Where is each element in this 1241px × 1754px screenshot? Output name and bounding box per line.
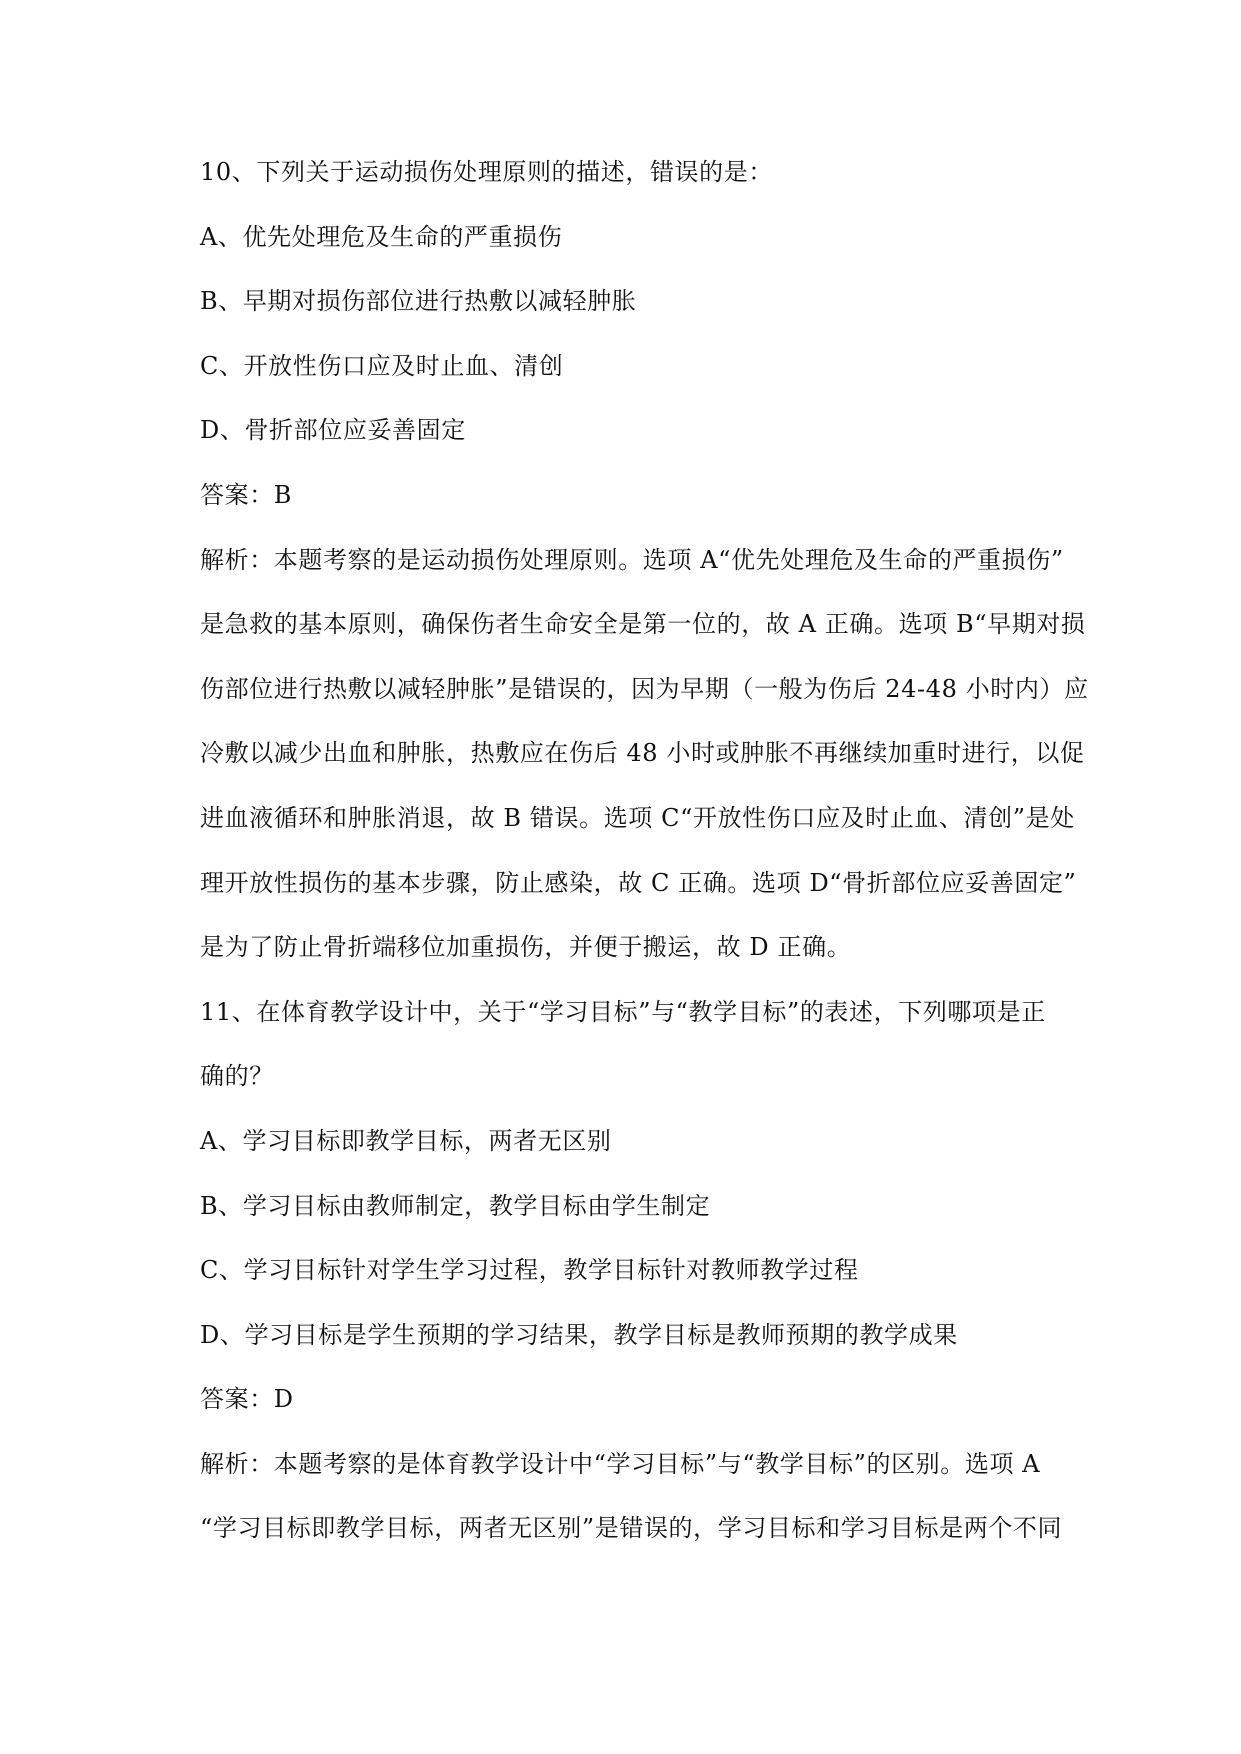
- question-10-analysis-line: 理开放性损伤的基本步骤，防止感染，故 C 正确。选项 D“骨折部位应妥善固定”: [200, 868, 1077, 897]
- question-10-analysis-line: 伤部位进行热敷以减轻肿胀”是错误的，因为早期（一般为伤后 24-48 小时内）应: [200, 674, 1089, 703]
- question-10-option-a: A、优先处理危及生命的严重损伤: [200, 222, 563, 251]
- question-11-option-d: D、学习目标是学生预期的学习结果，教学目标是教师预期的教学成果: [200, 1320, 958, 1349]
- question-11-stem: 确的？: [200, 1062, 274, 1091]
- question-10-stem: 10、下列关于运动损伤处理原则的描述，错误的是：: [200, 158, 773, 186]
- question-10-answer: 答案：B: [200, 480, 293, 509]
- question-10-analysis-line: 进血液循环和肿胀消退，故 B 错误。选项 C“开放性伤口应及时止血、清创”是处: [200, 803, 1075, 832]
- question-10-analysis-line: 冷敷以减少出血和肿胀，热敷应在伤后 48 小时或肿胀不再继续加重时进行，以促: [200, 739, 1085, 768]
- page-content: [200, 140, 1105, 1561]
- question-11-stem: 11、在体育教学设计中，关于“学习目标”与“教学目标”的表述，下列哪项是正: [200, 997, 1046, 1026]
- question-11-analysis-line: 解析：本题考察的是体育教学设计中“学习目标”与“教学目标”的区别。选项 A: [200, 1449, 1041, 1478]
- question-10-option-c: C、开放性伤口应及时止血、清创: [200, 351, 564, 380]
- question-10-analysis-line: 是急救的基本原则，确保伤者生命安全是第一位的，故 A 正确。选项 B“早期对损: [200, 610, 1086, 639]
- question-11-answer: 答案：D: [200, 1385, 294, 1414]
- question-10-analysis-line: 解析：本题考察的是运动损伤处理原则。选项 A“优先处理危及生命的严重损伤”: [200, 545, 1064, 574]
- question-11-option-b: B、学习目标由教师制定，教学目标由学生制定: [200, 1191, 711, 1220]
- question-10-option-d: D、骨折部位应妥善固定: [200, 416, 466, 445]
- question-11-analysis-line: “学习目标即教学目标，两者无区别”是错误的，学习目标和学习目标是两个不同: [200, 1514, 1063, 1543]
- question-11-option-c: C、学习目标针对学生学习过程，教学目标针对教师教学过程: [200, 1256, 859, 1285]
- question-10-option-b: B、早期对损伤部位进行热敷以减轻肿胀: [200, 287, 637, 316]
- question-11-option-a: A、学习目标即教学目标，两者无区别: [200, 1126, 612, 1155]
- question-10-analysis-line: 是为了防止骨折端移位加重损伤，并便于搬运，故 D 正确。: [200, 933, 852, 962]
